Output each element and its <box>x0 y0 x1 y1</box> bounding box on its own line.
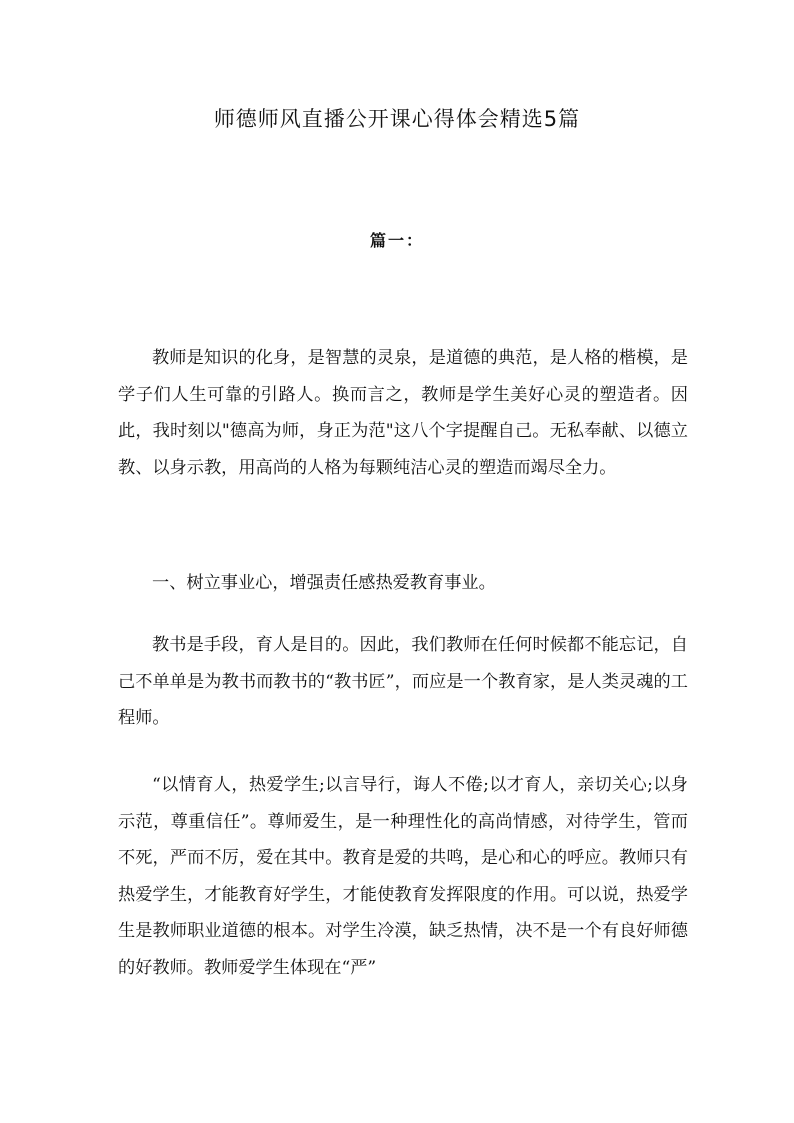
document-title: 师德师风直播公开课心得体会精选5篇 <box>213 107 581 131</box>
paragraph-intro: 教师是知识的化身，是智慧的灵泉，是道德的典范，是人格的楷模，是学子们人生可靠的引路人。换而言之，教师是学生美好心灵的塑造者。因此，我时刻以"德高为师，身正为范"这八个字提醒自己。无私奉献、以德立教、以身示教，用高尚的人格为每颗纯洁心灵的塑造而竭尽全力。 <box>118 348 688 478</box>
paragraph-heading-one: 一、树立事业心，增强责任感热爱教育事业。 <box>152 573 496 593</box>
paragraph-love-students: “以情育人，热爱学生;以言导行，诲人不倦;以才育人，亲切关心;以身示范，尊重信任”。尊师爱生，是一种理性化的高尚情感，对待学生，管而不死，严而不厉，爱在其中。教育是爱的共鸣，是心和心的呼应。教师只有热爱学生，才能教育好学生，才能使教育发挥限度的作用。可以说，热爱学生是教师职业道德的根本。对学生冷漠，缺乏热情，决不是一个有良好师德的好教师。教师爱学生体现在“严” <box>118 775 688 978</box>
paragraph-teaching: 教书是手段，育人是目的。因此，我们教师在任何时候都不能忘记，自己不单单是为教书而教书的“教书匠”，而应是一个教育家，是人类灵魂的工程师。 <box>118 635 688 728</box>
section-heading: 篇一： <box>369 231 424 250</box>
